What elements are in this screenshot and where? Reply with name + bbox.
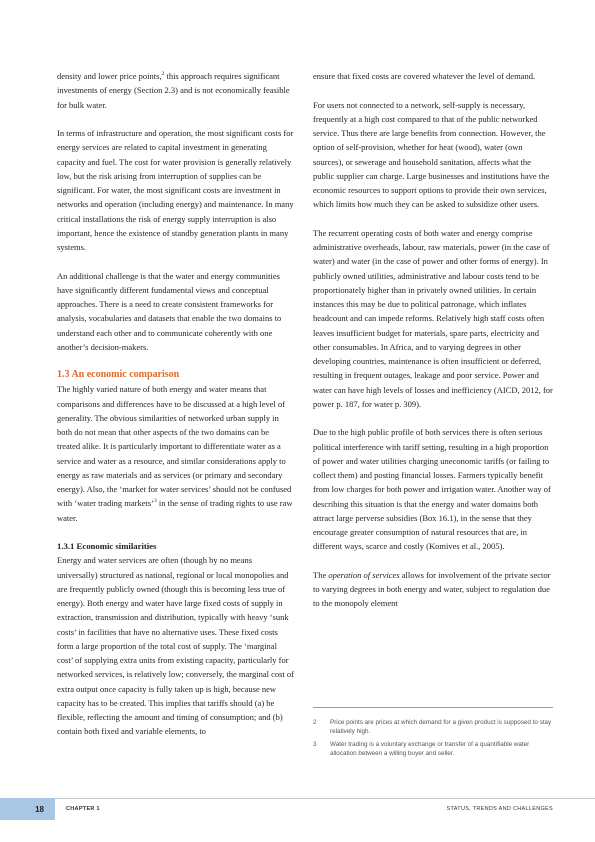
footnote-divider [313, 707, 553, 708]
body-paragraph: The operation of services allows for involvement of the private sector to varying degrees in both energy and water, subject to regulation due to the monopoly element [313, 569, 551, 609]
page-number: 18 [35, 804, 44, 814]
body-paragraph: Due to the high public profile of both services there is often serious political interference with tariff setting, resulting in a high proportion of power and water utilities charging uneconomic tariffs (or failing to collect them) and posting financial losses. Farmers typically benefit from low charges for both power and irrigation water. Another way of describing this situation is that the energy and water domains both attract large perverse subsidies (Box 16.1), in the sense that they encourage greater consumption of natural resources that are, in different ways, scarce and costly (Komives et al., 2005). [313, 427, 551, 552]
footnotes [313, 719, 553, 763]
right-column [313, 69, 553, 611]
body-paragraph: For users not connected to a network, self-supply is necessary, frequently at a high cost compared to that of the public networked service. Thus there are large benefits from connection. However, the option of self-provision, whether for heat (wood), water (own sources), or sewerage and household sanitation, affects what the public supplier can charge. Large businesses and institutions have the economic resources to support options to provide their own services, which limits how much they can be asked to subsidize other users. [313, 99, 550, 210]
footnote-text: Price points are prices at which demand for a given product is supposed to stay relatively high. [330, 719, 552, 735]
left-column [57, 69, 294, 739]
footnote-number: 3 [313, 741, 317, 749]
chapter-label: CHAPTER 1 [66, 806, 100, 812]
footnote-text: Water trading is a voluntary exchange or transfer of a quantifiable water allocation between a willing buyer and seller. [330, 741, 530, 757]
body-paragraph: An additional challenge is that the water and energy communities have significantly different fundamental views and conceptual approaches. There is a need to create consistent frameworks for analysis, vocabularies and datasets that enable the two domains to understand each other and to communicate coherently with one another’s decision-makers. [57, 270, 282, 352]
section-heading: 1.3 An economic comparison [57, 369, 180, 381]
body-paragraph: density and lower price points,$^2$ this approach requires significant investments of energy (Section 2.3) and is not economically feasible for bulk water. [57, 71, 290, 110]
body-paragraph: The recurrent operating costs of both water and energy comprise administrative overheads, labour, raw materials, power (in the case of water) and water (in the case of power and other forms of energy). In publicly owned utilities, administrative and labour costs tend to be proportionately higher than in privately owned utilities. In certain instances this may be due to political patronage, which inflates headcount and can impede reforms. Relatively high staff costs often leaves insufficient budget for materials, spare parts, electricity and other consumables. In Africa, and to varying degrees in other developing countries, maintenance is often insufficient or deferred, resulting in frequent outages, leakage and poor service. Power and water can have high levels of losses and inefficiency (AICD, 2012, for power p. 187, for water p. 309). [313, 227, 553, 409]
subsection-heading: 1.3.1 Economic similarities [57, 541, 157, 551]
footnote [313, 719, 553, 736]
body-paragraph: The highly varied nature of both energy and water means that comparisons and differences have to be discussed at a high level of generality. The obvious similarities of networked urban supply in both do not mean that other aspects of the two domains can be treated alike. It is particularly important to differentiate water as a service and water as a resource, and similar considerations apply to energy as raw materials and as services (or primary and secondary energy). Also, the ‘market for water services’ should not be confused with ‘water trading markets’$^3$ in the sense of trading rights to use raw water. [57, 384, 293, 523]
footnote-ref[interactable]: 3 [154, 498, 157, 505]
body-paragraph: ensure that fixed costs are covered whatever the level of demand. [313, 71, 536, 81]
body-paragraph: In terms of infrastructure and operation, the most significant costs for energy services are related to capital investment in generating capacity and fuel. The cost for water provision is generally relatively low, but the risk arising from interruption of supplies can be significant. For water, the most significant costs are investment in networks and operation (including energy) and maintenance. In many critical installations the risk of energy supply interruption is also important, hence the existence of standby generation plants in many systems. [57, 128, 294, 252]
footer-divider [0, 798, 595, 799]
footnote [313, 741, 553, 758]
body-paragraph: Energy and water services are often (though by no means universally) structured as national, regional or local monopolies and are frequently publicly owned (though this is becoming less true of energy). Both energy and water have large fixed costs of supply in extraction, transmission and distribution, typically with heavy ‘sunk costs’ in facilities that have no alternative uses. These fixed costs form a large proportion of the total cost of supply. The ‘marginal cost’ of supplying extra units from existing capacity, particularly for networked services, is relatively low; conversely, the marginal cost of extra output once capacity is fully taken up is high, because new capacity has to be created. This implies that tariffs should (a) be flexible, reflecting the amount and timing of consumption; and (b) contain both fixed and variable elements, to [57, 555, 294, 737]
running-title: STATUS, TRENDS AND CHALLENGES [446, 806, 553, 812]
footnote-number: 2 [313, 719, 317, 726]
footnote-ref[interactable]: 2 [161, 71, 165, 78]
